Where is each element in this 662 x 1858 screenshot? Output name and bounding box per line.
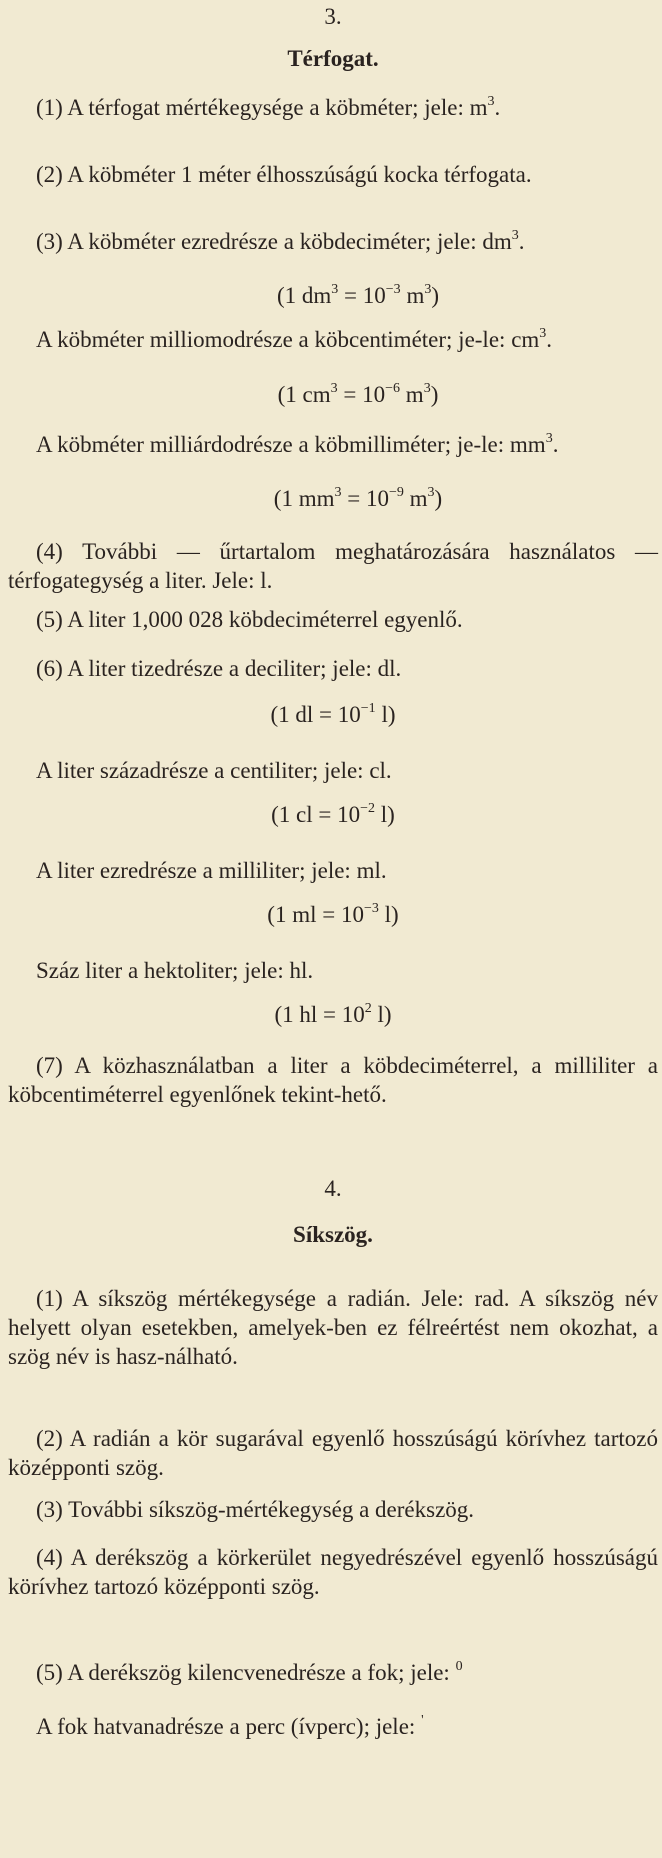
formula-ml: (1 ml = $10^{-3}$ l) [267, 901, 399, 927]
section-3-title: Térfogat. [287, 46, 379, 71]
formula-dl: (1 dl = $10^{-1}$ l) [270, 701, 396, 727]
section-3-paragraph-10: A liter ezredrésze a milliliter; jele: ml. [36, 858, 387, 883]
section-4-paragraph-6: A fok hatvanadrésze a perc (ívperc); jele: ' [36, 1713, 424, 1739]
section-4-paragraph-4: (4) A derékszög a körkerület negyedrészével egyenlő hosszúságú körívhez tartozó középponti szög. [8, 1545, 658, 1599]
formula-hl: (1 hl = $10^2$ l) [274, 1001, 392, 1027]
section-3-paragraph-2: (2) A köbméter 1 méter élhosszúságú kocka térfogata. [36, 162, 532, 187]
section-3-paragraph-6: (4) További — űrtartalom meghatározására használatos — térfogategység a liter. Jele: l. [8, 539, 658, 593]
degree-symbol: 0 [455, 1659, 463, 1675]
section-4-paragraph-2: (2) A radián a kör sugarával egyenlő hosszúságú körívhez tartozó középponti szög. [8, 1426, 658, 1480]
section-3-paragraph-3: (3) A köbméter ezredrésze a köbdeciméter; jele: $dm^3$. [36, 228, 525, 254]
minute-symbol: ' [421, 1713, 424, 1729]
section-3-paragraph-5: A köbméter milliárdodrésze a köbmilliméter; je-le: $mm^3$. [36, 431, 559, 457]
section-3-paragraph-1: (1) A térfogat mértékegysége a köbméter; jele: $m^3$. [36, 94, 501, 120]
section-3-number: 3. [324, 4, 342, 29]
section-3-paragraph-11: Száz liter a hektoliter; jele: hl. [36, 958, 314, 983]
formula-cm3: (1 $cm^3 = 10^{-6}$ $m^3$) [277, 381, 439, 407]
section-4-title: Síkszög. [293, 1222, 373, 1247]
formula-mm3: (1 $mm^3 = 10^{-9}$ $m^3$) [273, 485, 443, 511]
section-3-paragraph-8: (6) A liter tizedrésze a deciliter; jele: dl. [36, 656, 402, 681]
formula-cl: (1 cl = $10^{-2}$ l) [271, 801, 395, 827]
section-4-number: 4. [324, 1176, 342, 1201]
section-4-paragraph-3: (3) További síkszög-mértékegység a derékszög. [36, 1497, 475, 1522]
section-3-paragraph-12: (7) A közhasználatban a liter a köbdeciméterrel, a milliliter a köbcentiméterrel egyenlőnek tekint-hető. [8, 1053, 658, 1107]
section-3-paragraph-4: A köbméter milliomodrésze a köbcentiméter; je-le: $cm^3$. [36, 326, 553, 352]
section-3-paragraph-9: A liter századrésze a centiliter; jele: cl. [36, 758, 392, 783]
section-4-paragraph-5: (5) A derékszög kilencvenedrésze a fok; jele: $^0$ [36, 1659, 463, 1685]
section-3-paragraph-7: (5) A liter 1,000 028 köbdeciméterrel egyenlő. [36, 607, 463, 632]
section-4-paragraph-1: (1) A síkszög mértékegysége a radián. Jele: rad. A síkszög név helyett olyan esetekben, amelyek-ben ez félreértést nem okozhat, a szög név is hasz-nálható. [8, 1286, 658, 1369]
formula-dm3: (1 $dm^3 = 10^{-3}$ $m^3$) [276, 282, 439, 308]
